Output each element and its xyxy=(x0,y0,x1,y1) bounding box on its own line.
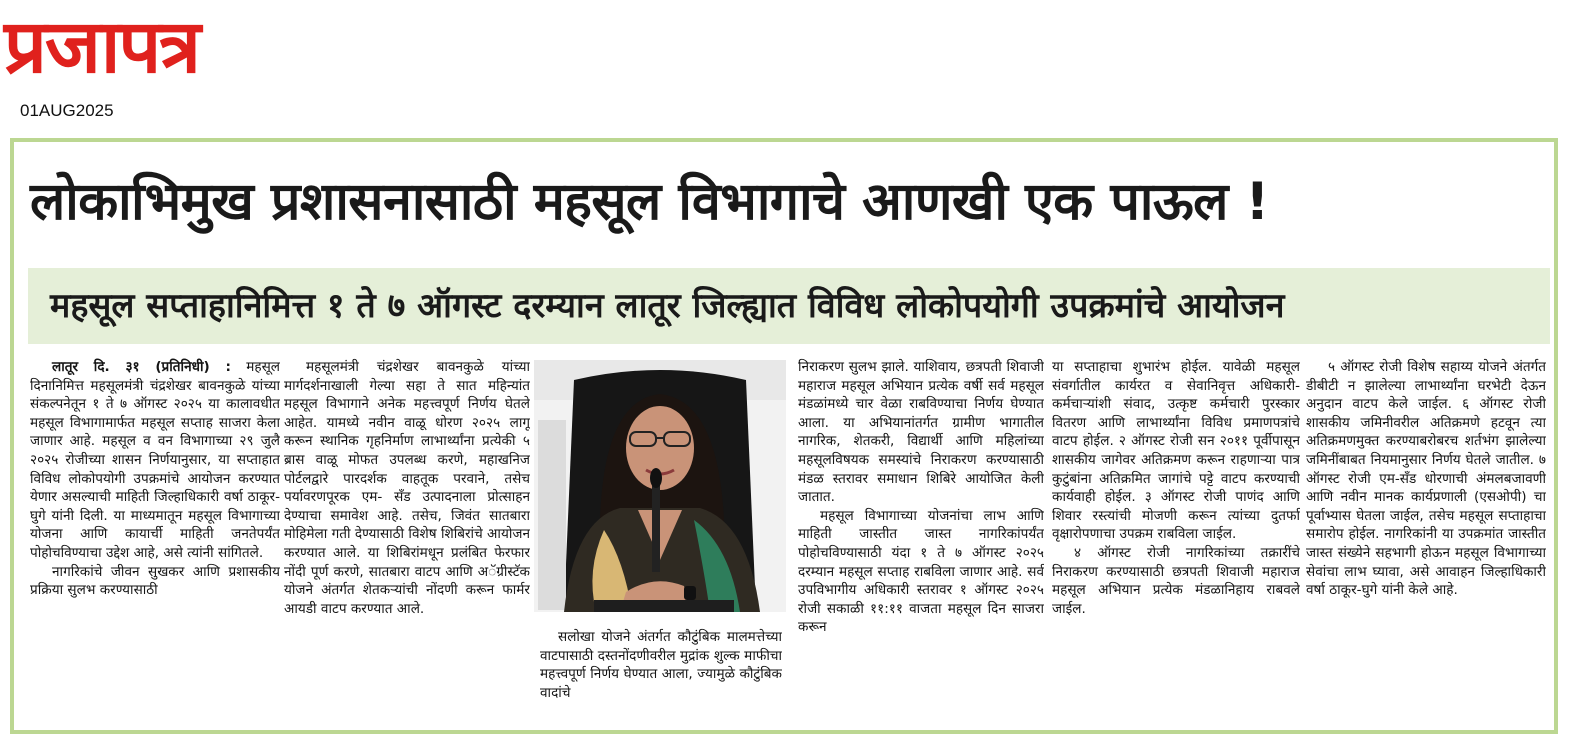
column-2-paragraph: महसूलमंत्री चंद्रशेखर बावनकुळे यांच्या मार्गदर्शनाखाली गेल्या सहा ते सात महिन्यांत महसूल विभागाने अनेक महत्त्वपूर्ण निर्णय घेतले आहेत. यामध्ये नवीन वाळू धोरण २०२५ लागू करून स्थानिक गृहनिर्माण लाभार्थ्यांना प्रत्येकी ५ ब्रास वाळू मोफत उपलब्ध करणे, महाखनिज पोर्टलद्वारे पारदर्शक वाहतूक परवाने, तसेच पर्यावरणपूरक एम- सँड उत्पादनाला प्रोत्साहन देण्याचा समावेश आहे. तसेच, जिवंत सातबारा मोहिमेला गती देण्यासाठी विशेष शिबिरांचे आयोजन करण्यात आले. या शिबिरांमधून प्रलंबित फेरफार नोंदी पूर्ण करणे, सातबारा वाटप आणि अॅग्रीस्टॅक योजने अंतर्गत शेतकऱ्यांची नोंदणी करून फार्मर आयडी वाटप करण्यात आले. xyxy=(284,359,530,617)
photo-caption-text: सलोखा योजने अंतर्गत कौटुंबिक मालमत्तेच्या वाटपासाठी दस्तनोंदणीवरील मुद्रांक शुल्क माफीचा महत्त्वपूर्ण निर्णय घेण्यात आला, ज्यामुळे कौटुंबिक वादांचे xyxy=(540,629,782,701)
article-photo xyxy=(534,360,786,612)
article-column-1 xyxy=(30,358,280,718)
column-4-paragraph-1: निराकरण सुलभ झाले. याशिवाय, छत्रपती शिवाजी महाराज महसूल अभियान प्रत्येक वर्षी सर्व महसूल मंडळांमध्ये चार वेळा राबविण्याचा निर्णय घेण्यात आला. या अभियानांतर्गत ग्रामीण भागातील नागरिक, शेतकरी, विद्यार्थी आणि महिलांच्या महसूलविषयक समस्यांचे निराकरण करण्यासाठी मंडळ स्तरावर समाधान शिबिरे आयोजित केली जातात. xyxy=(798,359,1044,506)
column-1-paragraph-2: नागरिकांचे जीवन सुखकर आणि प्रशासकीय प्रक्रिया सुलभ करण्यासाठी xyxy=(30,563,280,599)
column-5-paragraph-1: या सप्ताहाचा शुभारंभ होईल. यावेळी महसूल संवर्गातील कार्यरत व सेवानिवृत्त अधिकारी-कर्मचाऱ्यांशी संवाद, उत्कृष्ट कर्मचारी पुरस्कार वितरण आणि लाभार्थ्यांना विविध प्रमाणपत्रांचे वाटप होईल. २ ऑगस्ट रोजी सन २०११ पूर्वीपासून शासकीय जागेवर अतिक्रमण करून राहणाऱ्या पात्र कुटुंबांना अतिक्रमित जागांचे पट्टे वाटप करण्याची कार्यवाही होईल. ३ ऑगस्ट रोजी पाणंद आणि शिवार रस्त्यांची मोजणी करून त्यांच्या दुतर्फा वृक्षारोपणाचा उपक्रम राबविला जाईल. xyxy=(1052,359,1300,543)
article-headline: लोकाभिमुख प्रशासनासाठी महसूल विभागाचे आणखी एक पाऊल ! xyxy=(30,172,1269,232)
column-4-paragraph-2: महसूल विभागाच्या योजनांचा लाभ आणि माहिती जास्तीत जास्त नागरिकांपर्यंत पोहोचविण्यासाठी यंदा १ ते ७ ऑगस्ट २०२५ दरम्यान महसूल सप्ताह राबविला जाणार आहे. सर्व उपविभागीय अधिकारी स्तरावर १ ऑगस्ट २०२५ रोजी सकाळी ११:११ वाजता महसूल दिन साजरा करून xyxy=(798,507,1044,636)
column-5-paragraph-2: ४ ऑगस्ट रोजी नागरिकांच्या तक्रारींचे निराकरण करण्यासाठी छत्रपती शिवाजी महाराज महसूल अभियान प्रत्येक मंडळानिहाय राबवले जाईल. xyxy=(1052,544,1300,617)
edition-date: 01AUG2025 xyxy=(20,101,114,120)
newspaper-logo: प्रजापत्र xyxy=(4,4,199,90)
official-at-microphone-photo xyxy=(534,360,786,612)
article-column-6 xyxy=(1306,358,1546,718)
article-dateline: लातूर दि. ३१ (प्रतिनिधी) : xyxy=(52,359,231,375)
article-clipping xyxy=(10,138,1558,734)
article-column-4 xyxy=(798,358,1044,718)
article-subheadline: महसूल सप्ताहानिमित्त १ ते ७ ऑगस्ट दरम्यान लातूर जिल्ह्यात विविध लोकोपयोगी उपक्रमांचे आयोजन xyxy=(50,286,1285,326)
article-column-2 xyxy=(284,358,530,718)
column-6-paragraph: ५ ऑगस्ट रोजी विशेष सहाय्य योजने अंतर्गत डीबीटी न झालेल्या लाभार्थ्यांना घरभेटी देऊन अनुदान वाटप केले जाईल. ६ ऑगस्ट रोजी शासकीय जमिनीवरील अतिक्रमणे हटवून त्या अतिक्रमणमुक्त करण्याबरोबरच शर्तभंग झालेल्या जमिनींबाबत नियमानुसार निर्णय घेतले जातील. ७ ऑगस्ट रोजी एम-सँड धोरणाची अंमलबजावणी आणि नवीन मानक कार्यप्रणाली (एसओपी) चा पूर्वाभ्यास घेतला जाईल, तसेच महसूल सप्ताहाचा समारोप होईल. नागरिकांनी या उपक्रमांत जास्तीत जास्त संख्येने सहभागी होऊन महसूल विभागाच्या सेवांचा लाभ घ्यावा, असे आवाहन जिल्हाधिकारी वर्षा ठाकूर-घुगे यांनी केले आहे. xyxy=(1306,359,1546,599)
subheadline-band xyxy=(28,268,1550,344)
column-1-paragraph-1: महसूल दिनानिमित्त महसूलमंत्री चंद्रशेखर बावनकुळे यांच्या संकल्पनेतून १ ते ७ ऑगस्ट २०२५ या कालावधीत महसूल विभागामार्फत महसूल सप्ताह साजरा केला जाणार आहे. महसूल व वन विभागाच्या २९ जुलै २०२५ रोजीच्या शासन निर्णयानुसार, या सप्ताहात विविध लोकोपयोगी उपक्रमांचे आयोजन करण्यात येणार असल्याची माहिती जिल्हाधिकारी वर्षा ठाकूर-घुगे यांनी दिली. या माध्यमातून महसूल विभागाच्या योजना आणि कायार्ची माहिती जनतेपर्यंत पोहोचविण्याचा उद्देश आहे, असे त्यांनी सांगितले. xyxy=(30,359,280,561)
article-column-5 xyxy=(1052,358,1300,718)
